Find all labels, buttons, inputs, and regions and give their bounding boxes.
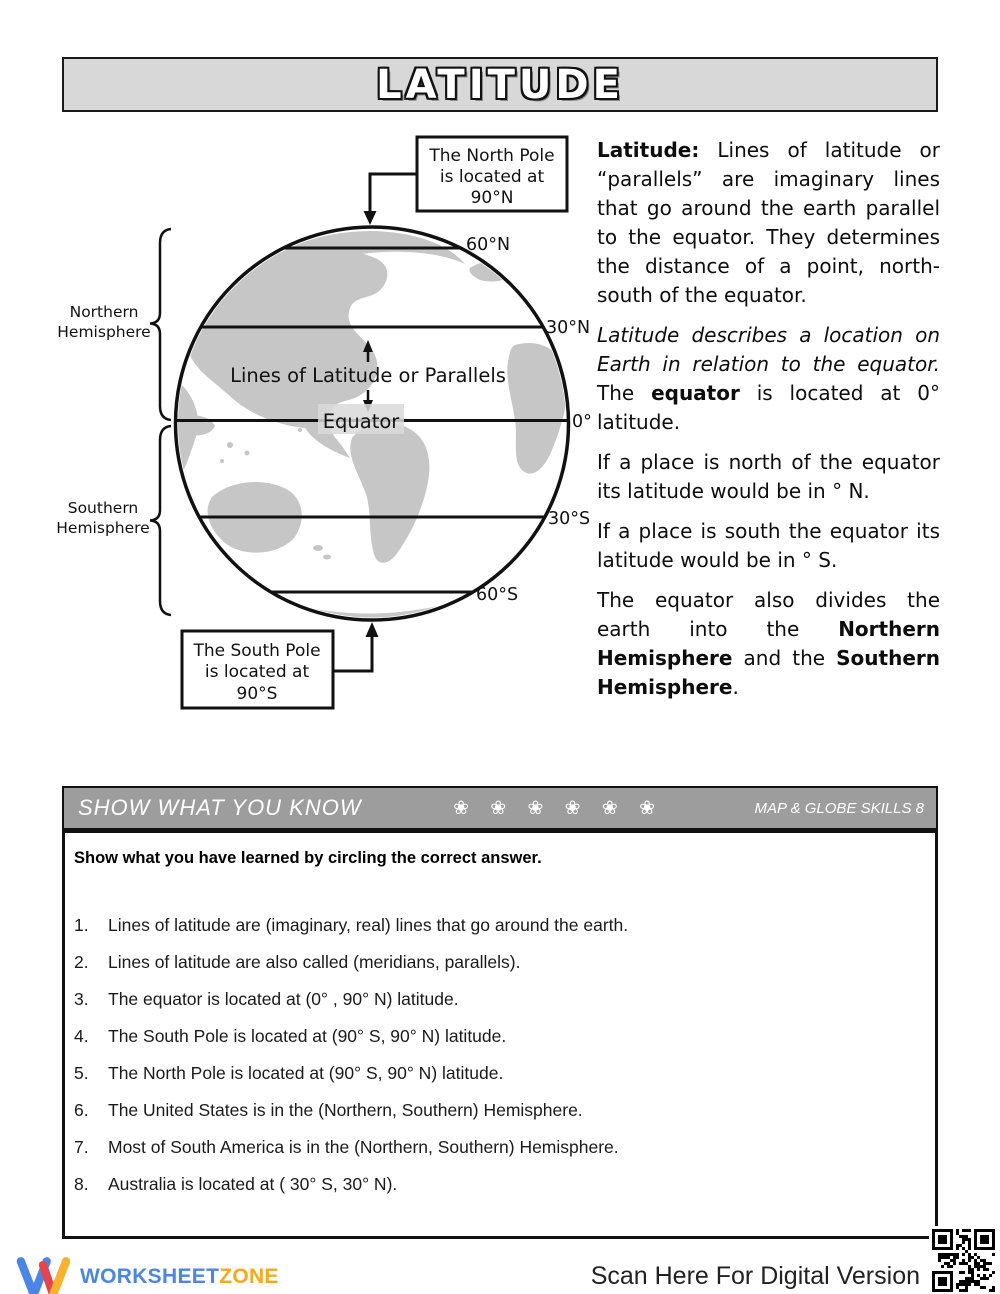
quiz-item-5 — [74, 1063, 894, 1084]
label-30n: 30°N — [546, 318, 591, 338]
quiz-number: 6. — [74, 1100, 89, 1120]
south-pole-line3: 90°S — [236, 684, 278, 704]
info-p5-start: The equator also divides the earth into the — [597, 588, 940, 641]
brand-text — [80, 1265, 279, 1289]
banner-title: SHOW WHAT YOU KNOW — [78, 795, 362, 820]
equator-term: equator — [651, 381, 740, 405]
scan-here-label: Scan Here For Digital Version — [590, 1262, 920, 1290]
brand-zone: ZONE — [219, 1265, 279, 1288]
north-pole-arrow — [370, 174, 417, 212]
flower-ornament-icon: ❀ ❀ ❀ ❀ ❀ ❀ — [453, 797, 663, 819]
show-what-you-know-banner — [62, 786, 938, 830]
qr-code-icon — [932, 1229, 995, 1292]
north-pole-line3: 90°N — [470, 188, 514, 208]
info-p1-text: Lines of latitude or “parallels” are imaginary lines that go around the earth parallel to the equator. They determines the distance of a point, north-south of the equator. — [597, 138, 940, 307]
south-pole-arrowhead — [366, 622, 379, 637]
info-paragraph-3: If a place is north of the equator its latitude would be in ° N. — [597, 450, 940, 503]
southern-hemisphere-term: Southern Hemisphere — [597, 646, 940, 699]
quiz-item-6 — [74, 1100, 894, 1121]
banner-skills-label: MAP & GLOBE SKILLS 8 — [754, 799, 924, 817]
quiz-number: 4. — [74, 1026, 89, 1046]
southern-hemisphere-label-1: Southern — [67, 499, 139, 517]
info-paragraph-5 — [597, 586, 940, 702]
northern-hemisphere-term: Northern Hemisphere — [597, 617, 940, 670]
w-logo-icon — [14, 1253, 72, 1294]
quiz-item-2 — [74, 952, 894, 973]
worksheetzone-logo — [14, 1253, 279, 1294]
northern-hemisphere-brace — [150, 229, 171, 420]
quiz-text: Australia is located at ( 30° S, 30° N). — [108, 1174, 398, 1194]
quiz-number: 1. — [74, 915, 89, 935]
info-p2-mid: The — [597, 381, 652, 405]
quiz-number: 8. — [74, 1174, 89, 1194]
quiz-item-4 — [74, 1026, 894, 1047]
northern-hemisphere-label-2: Hemisphere — [57, 323, 151, 341]
qr-code — [929, 1226, 997, 1294]
quiz-number: 5. — [74, 1063, 89, 1083]
info-p5-end: . — [732, 675, 739, 699]
quiz-number: 2. — [74, 952, 89, 972]
quiz-item-3 — [74, 989, 894, 1010]
quiz-number: 7. — [74, 1137, 89, 1157]
info-paragraph-2 — [597, 321, 940, 437]
info-p2-end: is located at 0° latitude. — [597, 381, 940, 434]
quiz-item-8 — [74, 1174, 894, 1195]
north-pole-line1: The North Pole — [429, 146, 555, 166]
quiz-text: The United States is in the (Northern, Southern) Hemisphere. — [108, 1100, 583, 1120]
southern-hemisphere-brace — [150, 426, 171, 615]
quiz-text: Most of South America is in the (Northern, Southern) Hemisphere. — [108, 1137, 619, 1157]
brand-worksheet: WORKSHEET — [80, 1265, 220, 1288]
quiz-item-1 — [74, 915, 894, 936]
info-p2-italic: Latitude describes a location on Earth in relation to the equator. — [597, 323, 940, 376]
label-60n: 60°N — [466, 235, 511, 255]
quiz-text: The North Pole is located at (90° S, 90° N) latitude. — [108, 1063, 504, 1083]
northern-hemisphere-label-1: Northern — [69, 303, 139, 321]
quiz-text: Lines of latitude are also called (meridians, parallels). — [108, 952, 521, 972]
label-0: 0° — [572, 412, 592, 432]
quiz-number: 3. — [74, 989, 89, 1009]
info-column — [597, 136, 940, 713]
north-pole-arrowhead — [364, 211, 377, 225]
north-pole-line2: is located at — [439, 167, 545, 187]
quiz-text: The South Pole is located at (90° S, 90° N) latitude. — [108, 1026, 507, 1046]
latitude-term: Latitude: — [597, 138, 700, 162]
latitude-diagram — [0, 0, 600, 790]
south-pole-arrow — [333, 636, 372, 671]
label-30s: 30°S — [548, 509, 591, 529]
quiz-list — [74, 915, 894, 1211]
info-paragraph-4: If a place is south the equator its latitude would be in ° S. — [597, 519, 940, 572]
quiz-text: The equator is located at (0° , 90° N) latitude. — [108, 989, 459, 1009]
southern-hemisphere-label-2: Hemisphere — [56, 519, 150, 537]
info-paragraph-1 — [597, 136, 940, 310]
label-60s: 60°S — [476, 585, 519, 605]
lines-caption: Lines of Latitude or Parallels — [230, 364, 506, 387]
equator-label: Equator — [322, 410, 400, 433]
south-pole-line2: is located at — [204, 662, 310, 682]
quiz-item-7 — [74, 1137, 894, 1158]
page-title: LATITUDE — [376, 61, 624, 108]
info-p5-mid: and the — [732, 646, 837, 670]
south-pole-line1: The South Pole — [193, 641, 321, 661]
quiz-instruction: Show what you have learned by circling the correct answer. — [74, 849, 542, 867]
quiz-text: Lines of latitude are (imaginary, real) lines that go around the earth. — [108, 915, 629, 935]
